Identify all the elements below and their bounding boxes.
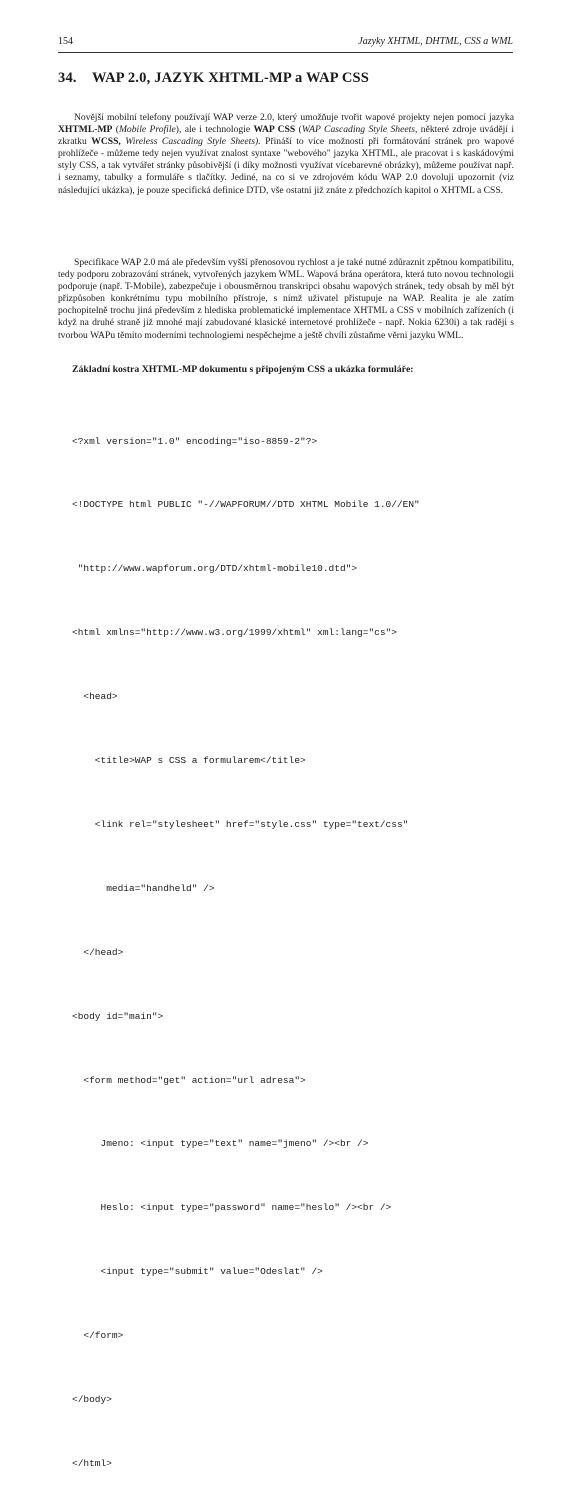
- code-line: <input type="submit" value="Odeslat" />: [72, 1266, 323, 1278]
- text-run: Přináší to více možností při formátování stránek pro wapové prohlížeče - můžeme tedy nejen využívat znalost syntaxe "webového" jazyka XHTML, ale pracovat i s kaskádovými styly CSS, a tak vytvářet stránky působivější (i díky možnosti využívat vícebarevné obrázky), můžeme používat např. i seznamy, tabulky a formuláře s tlačítky. Jediné, na co si ve zdrojovém kódu WAP 2.0 dovoluji upozornit (viz následující ukázka), je pouze specifická definice DTD, vše ostatní již znáte z předchozích kapitol o XHTML a CSS.: [58, 136, 514, 196]
- code-line: <html xmlns="http://www.w3.org/1999/xhtml" xml:lang="cs">: [72, 627, 397, 639]
- code-line: <!DOCTYPE html PUBLIC "-//WAPFORUM//DTD XHTML Mobile 1.0//EN": [72, 499, 420, 511]
- code-line: <?xml version="1.0" encoding="iso-8859-2"?>: [72, 435, 318, 447]
- code-line: <title>WAP s CSS a formularem</title>: [72, 755, 306, 767]
- term-xhtml-mp: XHTML-MP: [58, 124, 113, 136]
- code-line: </form>: [72, 1330, 124, 1342]
- term-wap-cascading-style-sheets: WAP Cascading Style Sheets: [301, 124, 415, 136]
- code-line: "http://www.wapforum.org/DTD/xhtml-mobile10.dtd">: [72, 563, 358, 575]
- term-wcss: WCSS,: [91, 136, 121, 148]
- code-section-heading: Základní kostra XHTML-MP dokumentu s připojeným CSS a ukázka formuláře:: [72, 364, 414, 375]
- text-run: , některé zdroje uvádějí i zkratku: [58, 124, 514, 148]
- code-line: <link rel="stylesheet" href="style.css" type="text/css": [72, 818, 409, 830]
- code-line: Heslo: <input type="password" name="heslo" /><br />: [72, 1202, 392, 1214]
- chapter-number: 34.: [58, 70, 77, 86]
- text-run: Novější mobilní telefony používají WAP verze 2.0, který umožňuje tvořit wapové projekty nejen pomocí jazyka: [74, 112, 514, 123]
- running-title: Jazyky XHTML, DHTML, CSS a WML: [358, 36, 513, 47]
- code-line: </html>: [72, 1457, 112, 1469]
- paragraph-intro: [58, 112, 514, 197]
- code-line: <head>: [72, 691, 118, 703]
- term-wap-css: WAP CSS: [253, 124, 296, 136]
- page-number: 154: [58, 36, 73, 47]
- paragraph-specification: Specifikace WAP 2.0 má ale především vyšší přenosovou rychlost a je také nutné zdůraznit zpětnou kompatibilitu, tedy podporu zobrazování stránek, vytvořených jazykem WML. Wapová brána operátora, která tuto novou technologii podporuje (např. T-Mobile), zabezpečuje i obousměrnou transkripci obsahu wapových stránek, tedy obsah by měl být přizpůsoben konkrétnímu typu mobilního přístroje, s nímž uživatel přistupuje na WAP. Realita je ale zatím pochopitelně trochu jiná především z hlediska problematické implementace XHTML a CSS v mobilních zařízeních (i když na druhé straně již mnohé mají zabudované klasické internetové prohlížeče - např. Nokia 6230i) a tak raději s tvorbou WAPu těmito moderními technologiemi nespěchejme a ještě chvíli zůstaňme věrni jazyku WML.: [58, 257, 514, 341]
- running-header: [58, 36, 513, 53]
- code-line: Jmeno: <input type="text" name="jmeno" /><br />: [72, 1138, 369, 1150]
- text-run: (: [112, 124, 119, 136]
- code-line: <body id="main">: [72, 1010, 164, 1022]
- code-line: </body>: [72, 1393, 112, 1405]
- text-run: (: [295, 124, 302, 136]
- code-listing: [72, 388, 420, 1495]
- chapter-title-text: WAP 2.0, JAZYK XHTML-MP a WAP CSS: [92, 70, 370, 86]
- chapter-title: [58, 70, 369, 87]
- term-mobile-profile: Mobile Profile: [118, 124, 176, 136]
- code-line: <form method="get" action="url adresa">: [72, 1074, 306, 1086]
- code-line: </head>: [72, 946, 124, 958]
- term-wireless-css: Wireless Cascading Style Sheets).: [125, 136, 261, 148]
- code-line: media="handheld" />: [72, 882, 215, 894]
- text-run: ), ale i technologie: [175, 124, 254, 136]
